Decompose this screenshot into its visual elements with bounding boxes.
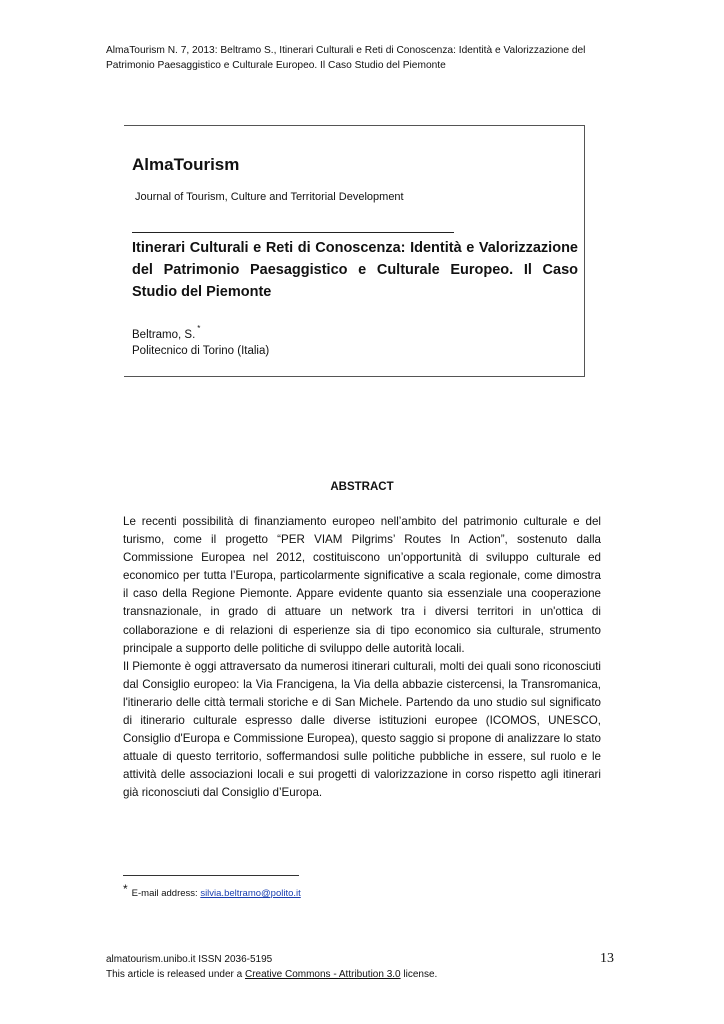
- author-affiliation: Politecnico di Torino (Italia): [132, 345, 270, 357]
- issn-line: almatourism.unibo.it ISSN 2036-5195: [106, 954, 273, 965]
- footnote-label: E-mail address:: [131, 888, 198, 899]
- author-name: [132, 326, 200, 341]
- author-text: Beltramo, S.: [132, 328, 196, 341]
- email-link[interactable]: silvia.beltramo@polito.it: [200, 888, 301, 899]
- abstract-heading: ABSTRACT: [330, 481, 394, 493]
- license-prefix: This article is released under a: [106, 969, 243, 980]
- journal-subtitle: Journal of Tourism, Culture and Territorial Development: [135, 191, 404, 203]
- abstract-paragraph-1: Le recenti possibilità di finanziamento europeo nell’ambito del patrimonio culturale e del turismo, come il progetto “PER VIAM Pilgrims’ Routes In Action”, sostenuto dalla Commissione Europea nel 2012, costituiscono un’opportunità di sviluppo culturale ed economico per tutta l’Europa, particolarmente significative a scala regionale, come dimostra il caso della Regione Piemonte. Appare evidente quanto sia essenziale una cooperazione transnazionale, in grado di attuare un network tra i diversi territori in un'ottica di collaborazione e di relazioni di esperienze sia di tipo economico sia culturale, strumento principale a supporto delle politiche di sviluppo delle autorità locali.: [123, 515, 601, 655]
- license-line: [106, 967, 437, 982]
- license-link[interactable]: Creative Commons - Attribution 3.0: [244, 969, 401, 980]
- author-footnote-mark[interactable]: *: [197, 324, 201, 333]
- article-title: Itinerari Culturali e Reti di Conoscenza: Identità e Valorizzazione del Patrimonio Paesaggistico e Culturale Europeo. Il Caso Studio del Piemonte: [132, 240, 578, 300]
- abstract-paragraph-2: Il Piemonte è oggi attraversato da numerosi itinerari culturali, molti dei quali sono riconosciuti dal Consiglio europeo: la Via Francigena, la Via della abbazie cistercensi, la Transromanica, l'itinerario delle città termali storiche e di San Michele. Partendo da uno studio sul significato di itinerario culturale espresso dalle diverse istituzioni europee (ICOMOS, UNESCO, Consiglio d'Europa e Commissione Europea), questo saggio si propone di analizzare lo stato attuale di questo territorio, soffermandosi sulle politiche pubbliche in essere, sul ruolo e le attività delle associazioni locali e sui progetti di valorizzazione in corso rispetto agli itinerari già riconosciuti dal Consiglio d’Europa.: [123, 659, 601, 800]
- license-suffix: license.: [403, 969, 438, 980]
- footnote: [123, 882, 301, 899]
- page-number: 13: [600, 951, 614, 966]
- running-header: AlmaTourism N. 7, 2013: Beltramo S., Itinerari Culturali e Reti di Conoscenza: Identità e Valorizzazione del Patrimonio Paesaggistico e Culturale Europeo. Il Caso Studio del Piemonte: [106, 45, 586, 71]
- footnote-divider: [123, 875, 299, 876]
- journal-name: AlmaTourism: [132, 155, 240, 174]
- footnote-mark: *: [123, 882, 128, 896]
- title-divider: [132, 232, 454, 233]
- page-footer: [106, 952, 437, 982]
- abstract-body: [123, 513, 601, 803]
